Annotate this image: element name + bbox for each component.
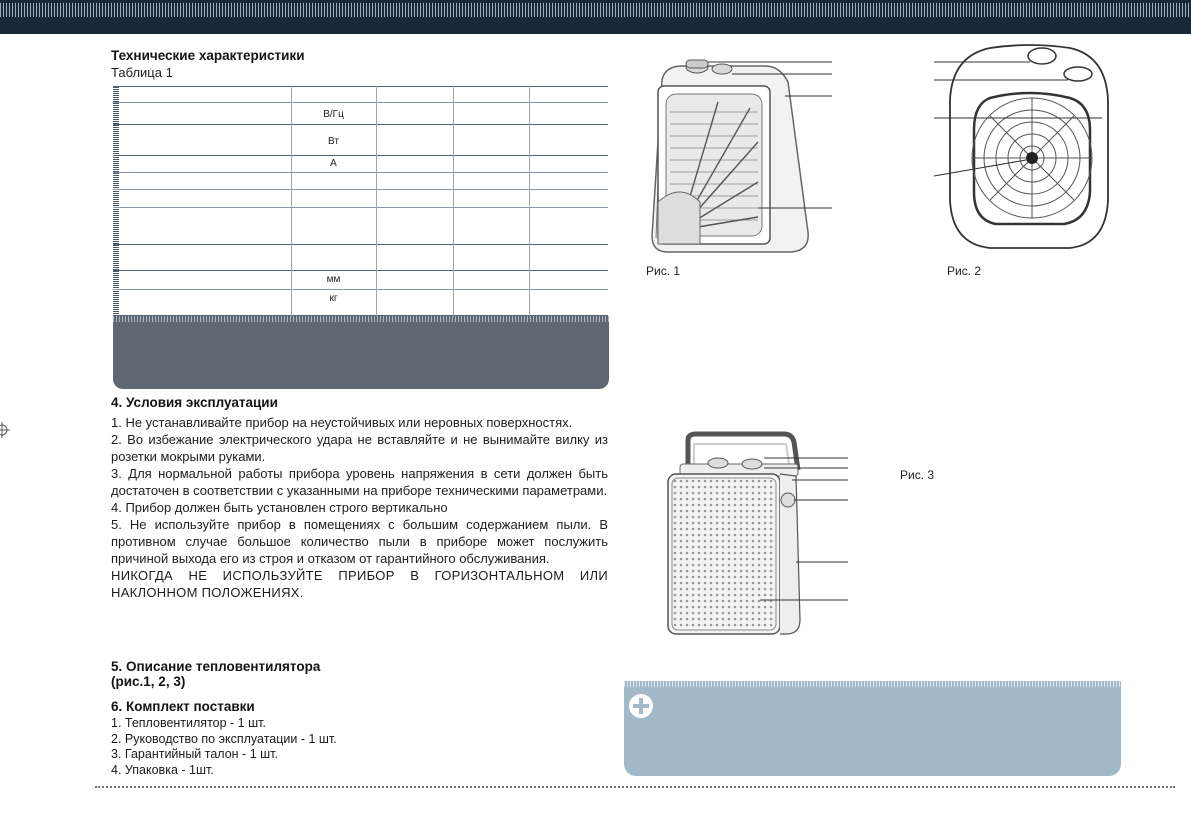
operation-item: 3. Для нормальной работы прибора уровень напряжения в сети должен быть достаточен в соответствии с указанными на приборе техническими параметрами. [111,466,608,498]
figure-1-heater-front [640,52,840,262]
table-rule [113,102,608,103]
unit-cell: мм [326,274,341,285]
kit-item: 1. Тепловентилятор - 1 шт. [111,716,266,730]
unit-cell: кг [329,293,338,304]
header-tick-marks [0,3,1191,17]
table-rule [113,155,608,156]
table-col-divider [529,86,530,316]
panel-hatch [624,681,1121,687]
description-heading [111,659,320,689]
table-rule [113,189,608,190]
dark-note-panel [113,316,609,389]
operation-item: 4. Прибор должен быть установлен строго вертикально [111,500,448,515]
table-col-divider [376,86,377,316]
operation-warning: НИКОГДА НЕ ИСПОЛЬЗУЙТЕ ПРИБОР В ГОРИЗОНТАЛЬНОМ ИЛИ НАКЛОННОМ ПОЛОЖЕНИЯХ. [111,568,608,600]
figure-3-caption: Рис. 3 [900,468,935,482]
kit-item: 4. Упаковка - 1шт. [111,762,214,777]
registration-mark-icon [0,422,10,438]
kit-item: 2. Руководство по эксплуатации - 1 шт. [111,731,337,746]
panel-hatch [113,316,609,322]
table-left-hatch [113,86,119,316]
figure-3-heater-handle [660,430,860,640]
table-rule [113,244,608,245]
operation-item: 2. Во избежание электрического удара не вставляйте и не вынимайте вилку из розетки мокрыми руками. [111,432,608,464]
table-rule [113,207,608,208]
header-band [0,0,1191,34]
kit-item: 3. Гарантийный талон - 1 шт. [111,747,278,761]
table-rule [113,172,608,173]
table-rule [113,270,608,271]
operation-item: 5. Не используйте прибор в помещениях с большим содержанием пыли. В противном случае большое количество пыли в приборе может послужить причиной выхода его из строя и отказом от гарантийного обслуживания. [111,517,608,566]
figure-1-caption: Рис. 1 [646,264,681,278]
description-heading-line1: 5. Описание тепловентилятора [111,659,321,674]
plus-icon [627,692,655,720]
operation-heading: 4. Условия эксплуатации [111,395,278,410]
table-col-divider [453,86,454,316]
table-rule [113,124,608,125]
figure-2-heater-round [930,40,1120,255]
table-rule [113,289,608,290]
operation-text [111,414,608,601]
unit-cell: В/Гц [323,109,344,120]
unit-cell: А [330,158,337,169]
unit-cell: Вт [328,136,339,147]
specs-heading: Технические характеристики [111,48,305,63]
kit-list [111,716,337,778]
bottom-dotted-rule [95,786,1175,788]
description-heading-line2: (рис.1, 2, 3) [111,674,186,689]
specs-table [113,86,608,316]
kit-heading: 6. Комплект поставки [111,699,255,714]
table-rule [113,86,608,87]
figure-2-caption: Рис. 2 [947,264,982,278]
light-note-panel [624,681,1121,776]
operation-item: 1. Не устанавливайте прибор на неустойчивых или неровных поверхностях. [111,415,573,430]
table-label: Таблица 1 [111,65,173,80]
